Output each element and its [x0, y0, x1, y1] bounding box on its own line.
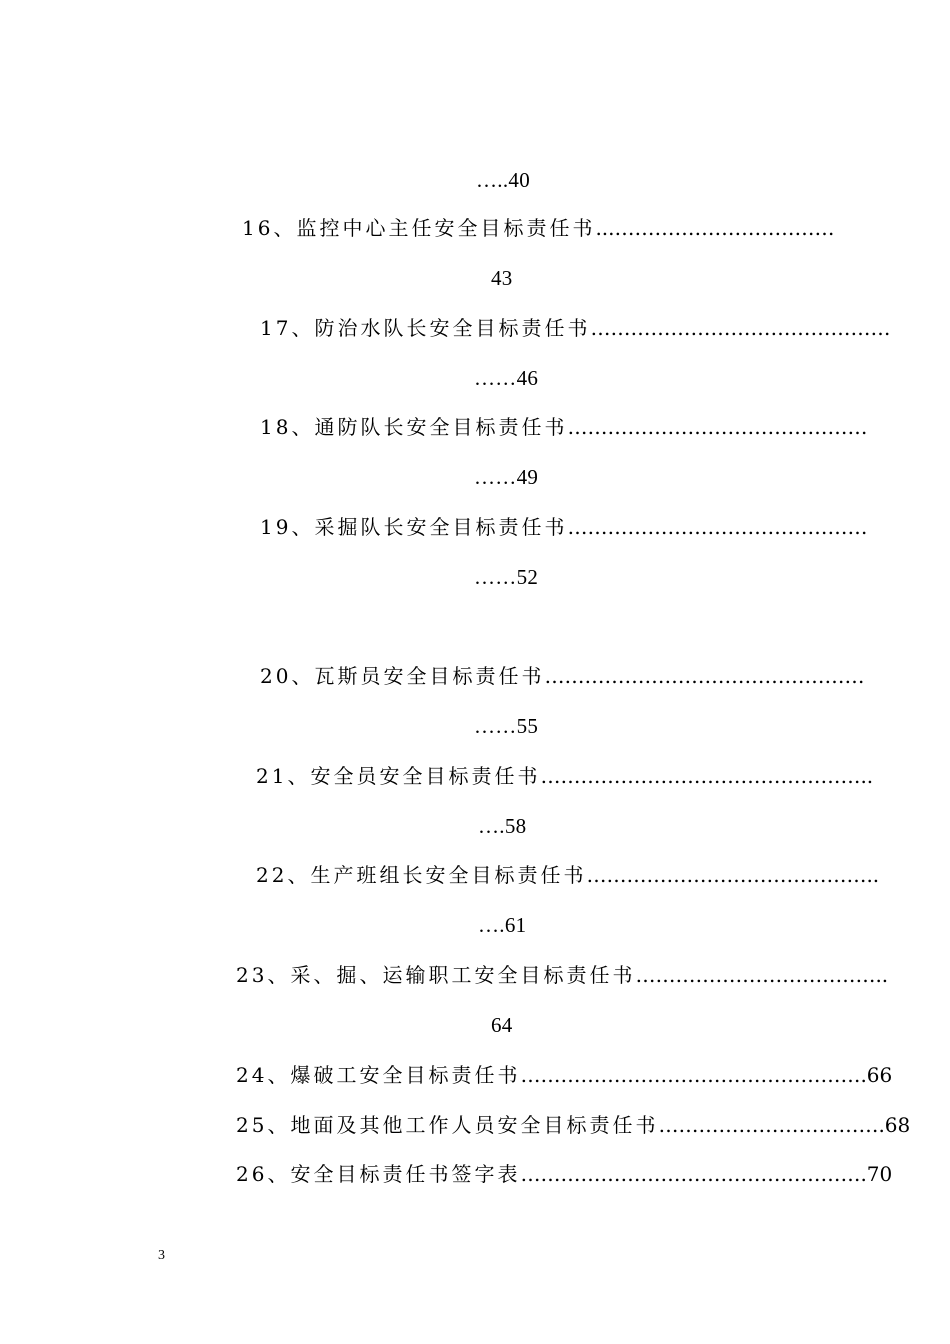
toc-entry-26 [236, 1162, 892, 1186]
toc-leader: ……………………………….. [635, 963, 889, 987]
toc-page-ref: ……46 [474, 366, 539, 390]
toc-entry-title: 18、通防队长安全目标责任书 [260, 415, 568, 439]
toc-page-ref: ……55 [474, 714, 539, 738]
toc-entry-23 [236, 963, 888, 987]
toc-entry-title: 20、瓦斯员安全目标责任书 [260, 664, 545, 688]
toc-entry-20 [260, 664, 864, 688]
toc-page-ref: …..40 [476, 168, 530, 192]
toc-leader: ……………………………………… [567, 515, 868, 539]
toc-page-ref: 64 [491, 1013, 513, 1037]
toc-leader: …………………………….68 [658, 1113, 911, 1137]
toc-entry-22 [256, 863, 879, 887]
toc-leader: ……………………………………… [590, 316, 891, 340]
toc-entry-title: 25、地面及其他工作人员安全目标责任书 [236, 1113, 659, 1137]
toc-leader: …………………………………….. [586, 863, 880, 887]
toc-entry-title: 16、监控中心主任安全目标责任书 [242, 216, 596, 240]
toc-entry-19 [260, 515, 867, 539]
toc-entry-title: 22、生产班组长安全目标责任书 [256, 863, 587, 887]
toc-entry-16 [242, 216, 835, 240]
toc-entry-17 [260, 316, 890, 340]
toc-entry-title: 26、安全目标责任书签字表 [236, 1162, 521, 1186]
toc-entry-18 [260, 415, 867, 439]
toc-entry-25 [236, 1113, 910, 1137]
toc-page-ref: ……52 [474, 565, 539, 589]
toc-leader: …………………………………………….70 [520, 1162, 893, 1186]
toc-leader: ………………………………………….. [540, 764, 874, 788]
toc-leader: ...…………………………… [595, 216, 835, 240]
toc-entry-title: 24、爆破工安全目标责任书 [236, 1063, 521, 1087]
toc-entry-title: 21、安全员安全目标责任书 [256, 764, 541, 788]
toc-page-ref: ….58 [478, 814, 527, 838]
toc-entry-21 [256, 764, 873, 788]
toc-entry-title: 17、防治水队长安全目标责任书 [260, 316, 591, 340]
toc-entry-title: 23、采、掘、运输职工安全目标责任书 [236, 963, 636, 987]
page-number: 3 [158, 1248, 165, 1263]
toc-leader: ………………………………………… [544, 664, 865, 688]
toc-leader: ……………………………………… [567, 415, 868, 439]
toc-page-ref: 43 [491, 266, 513, 290]
toc-leader: …………………………………………….66 [520, 1063, 893, 1087]
toc-page-ref: ….61 [478, 913, 527, 937]
toc-entry-title: 19、采掘队长安全目标责任书 [260, 515, 568, 539]
toc-page-ref: ……49 [474, 465, 539, 489]
toc-entry-24 [236, 1063, 892, 1087]
